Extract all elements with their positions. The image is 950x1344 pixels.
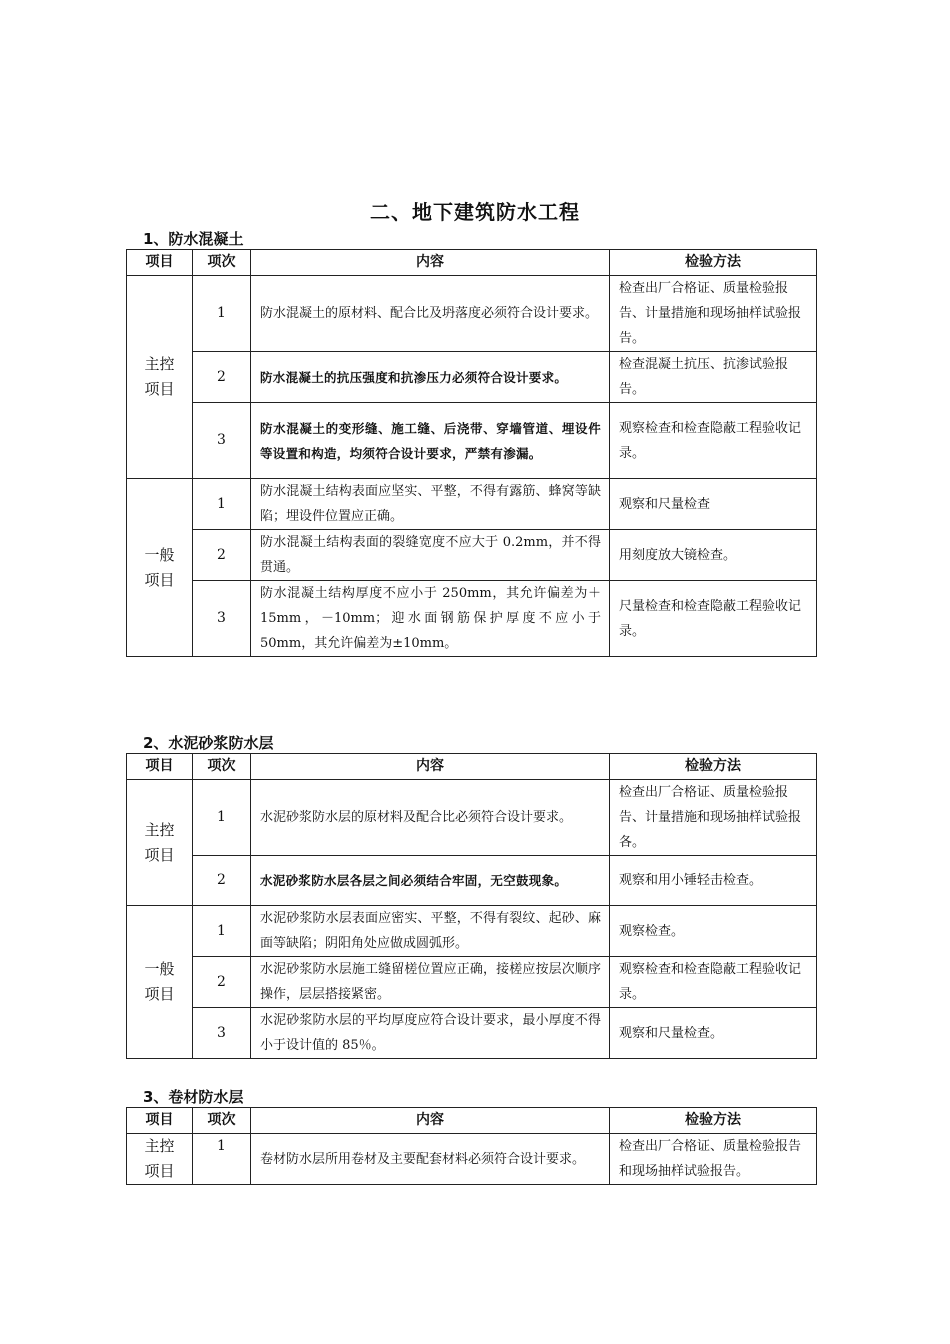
row-content: 防水混凝土结构表面应坚实、平整，不得有露筋、蜂窝等缺陷；埋设件位置应正确。 (251, 479, 610, 530)
category-general: 一般项目 (127, 906, 193, 1059)
table-waterproof-concrete (126, 249, 817, 657)
table-row (127, 581, 817, 657)
row-no: 2 (193, 957, 251, 1008)
row-method: 尺量检查和检查隐蔽工程验收记录。 (610, 581, 817, 657)
category-main-control: 主控项目 (127, 780, 193, 906)
table-membrane (126, 1107, 817, 1185)
header-content: 内容 (251, 754, 610, 780)
row-content: 卷材防水层所用卷材及主要配套材料必须符合设计要求。 (251, 1134, 610, 1185)
header-method: 检验方法 (610, 250, 817, 276)
table-header-row (127, 754, 817, 780)
header-content: 内容 (251, 250, 610, 276)
table-row (127, 479, 817, 530)
table-row (127, 530, 817, 581)
row-content: 水泥砂浆防水层表面应密实、平整，不得有裂纹、起砂、麻面等缺陷；阴阳角处应做成圆弧形。 (251, 906, 610, 957)
row-method: 观察和尺量检查。 (610, 1008, 817, 1059)
table-row (127, 906, 817, 957)
table-row (127, 856, 817, 906)
row-content: 防水混凝土的抗压强度和抗渗压力必须符合设计要求。 (251, 352, 610, 403)
table-row (127, 1134, 817, 1185)
header-item: 项目 (127, 1108, 193, 1134)
row-method: 观察检查和检查隐蔽工程验收记录。 (610, 957, 817, 1008)
row-no: 3 (193, 581, 251, 657)
row-method: 观察和用小锤轻击检查。 (610, 856, 817, 906)
row-no: 1 (193, 780, 251, 856)
row-no: 2 (193, 856, 251, 906)
row-content: 防水混凝土的变形缝、施工缝、后浇带、穿墙管道、埋设件等设置和构造，均须符合设计要求，严禁有渗漏。 (251, 403, 610, 479)
row-no: 3 (193, 403, 251, 479)
category-general: 一般项目 (127, 479, 193, 657)
row-no: 1 (193, 276, 251, 352)
row-content: 水泥砂浆防水层的平均厚度应符合设计要求，最小厚度不得小于设计值的 85％。 (251, 1008, 610, 1059)
row-method: 观察检查。 (610, 906, 817, 957)
row-content: 水泥砂浆防水层的原材料及配合比必须符合设计要求。 (251, 780, 610, 856)
table-header-row (127, 1108, 817, 1134)
table-row (127, 1008, 817, 1059)
table-row (127, 780, 817, 856)
header-item: 项目 (127, 754, 193, 780)
page-title: 二、地下建筑防水工程 (370, 200, 580, 224)
header-content: 内容 (251, 1108, 610, 1134)
row-method: 观察检查和检查隐蔽工程验收记录。 (610, 403, 817, 479)
row-content: 水泥砂浆防水层各层之间必须结合牢固，无空鼓现象。 (251, 856, 610, 906)
table-cement-mortar (126, 753, 817, 1059)
row-method: 检查出厂合格证、质量检验报告、计量措施和现场抽样试验报各。 (610, 780, 817, 856)
row-no: 1 (193, 906, 251, 957)
row-content: 防水混凝土的原材料、配合比及坍落度必须符合设计要求。 (251, 276, 610, 352)
row-no: 2 (193, 352, 251, 403)
row-method: 用刻度放大镜检查。 (610, 530, 817, 581)
header-method: 检验方法 (610, 754, 817, 780)
row-method: 检查出厂合格证、质量检验报告和现场抽样试验报告。 (610, 1134, 817, 1185)
section-title-mortar: 2、水泥砂浆防水层 (143, 734, 274, 752)
category-main-control: 主控项目 (127, 276, 193, 479)
table-row (127, 276, 817, 352)
row-content: 水泥砂浆防水层施工缝留槎位置应正确，接槎应按层次顺序操作，层层搭接紧密。 (251, 957, 610, 1008)
row-no: 3 (193, 1008, 251, 1059)
header-no: 项次 (193, 250, 251, 276)
row-method: 检查混凝土抗压、抗渗试验报告。 (610, 352, 817, 403)
section-title-concrete: 1、防水混凝土 (143, 230, 244, 248)
table-header-row (127, 250, 817, 276)
row-no: 2 (193, 530, 251, 581)
row-no: 1 (193, 479, 251, 530)
table-row (127, 352, 817, 403)
section-title-membrane: 3、卷材防水层 (143, 1088, 244, 1106)
row-content: 防水混凝土结构表面的裂缝宽度不应大于 0.2mm，并不得贯通。 (251, 530, 610, 581)
row-no: 1 (193, 1134, 251, 1185)
table-row (127, 957, 817, 1008)
header-method: 检验方法 (610, 1108, 817, 1134)
header-item: 项目 (127, 250, 193, 276)
row-method: 观察和尺量检查 (610, 479, 817, 530)
category-main-control: 主控项目 (127, 1134, 193, 1185)
table-row (127, 403, 817, 479)
header-no: 项次 (193, 754, 251, 780)
row-method: 检查出厂合格证、质量检验报告、计量措施和现场抽样试验报告。 (610, 276, 817, 352)
header-no: 项次 (193, 1108, 251, 1134)
row-content: 防水混凝土结构厚度不应小于 250mm，其允许偏差为＋15mm，－10mm；迎水面钢筋保护厚度不应小于 50mm，其允许偏差为±10mm。 (251, 581, 610, 657)
